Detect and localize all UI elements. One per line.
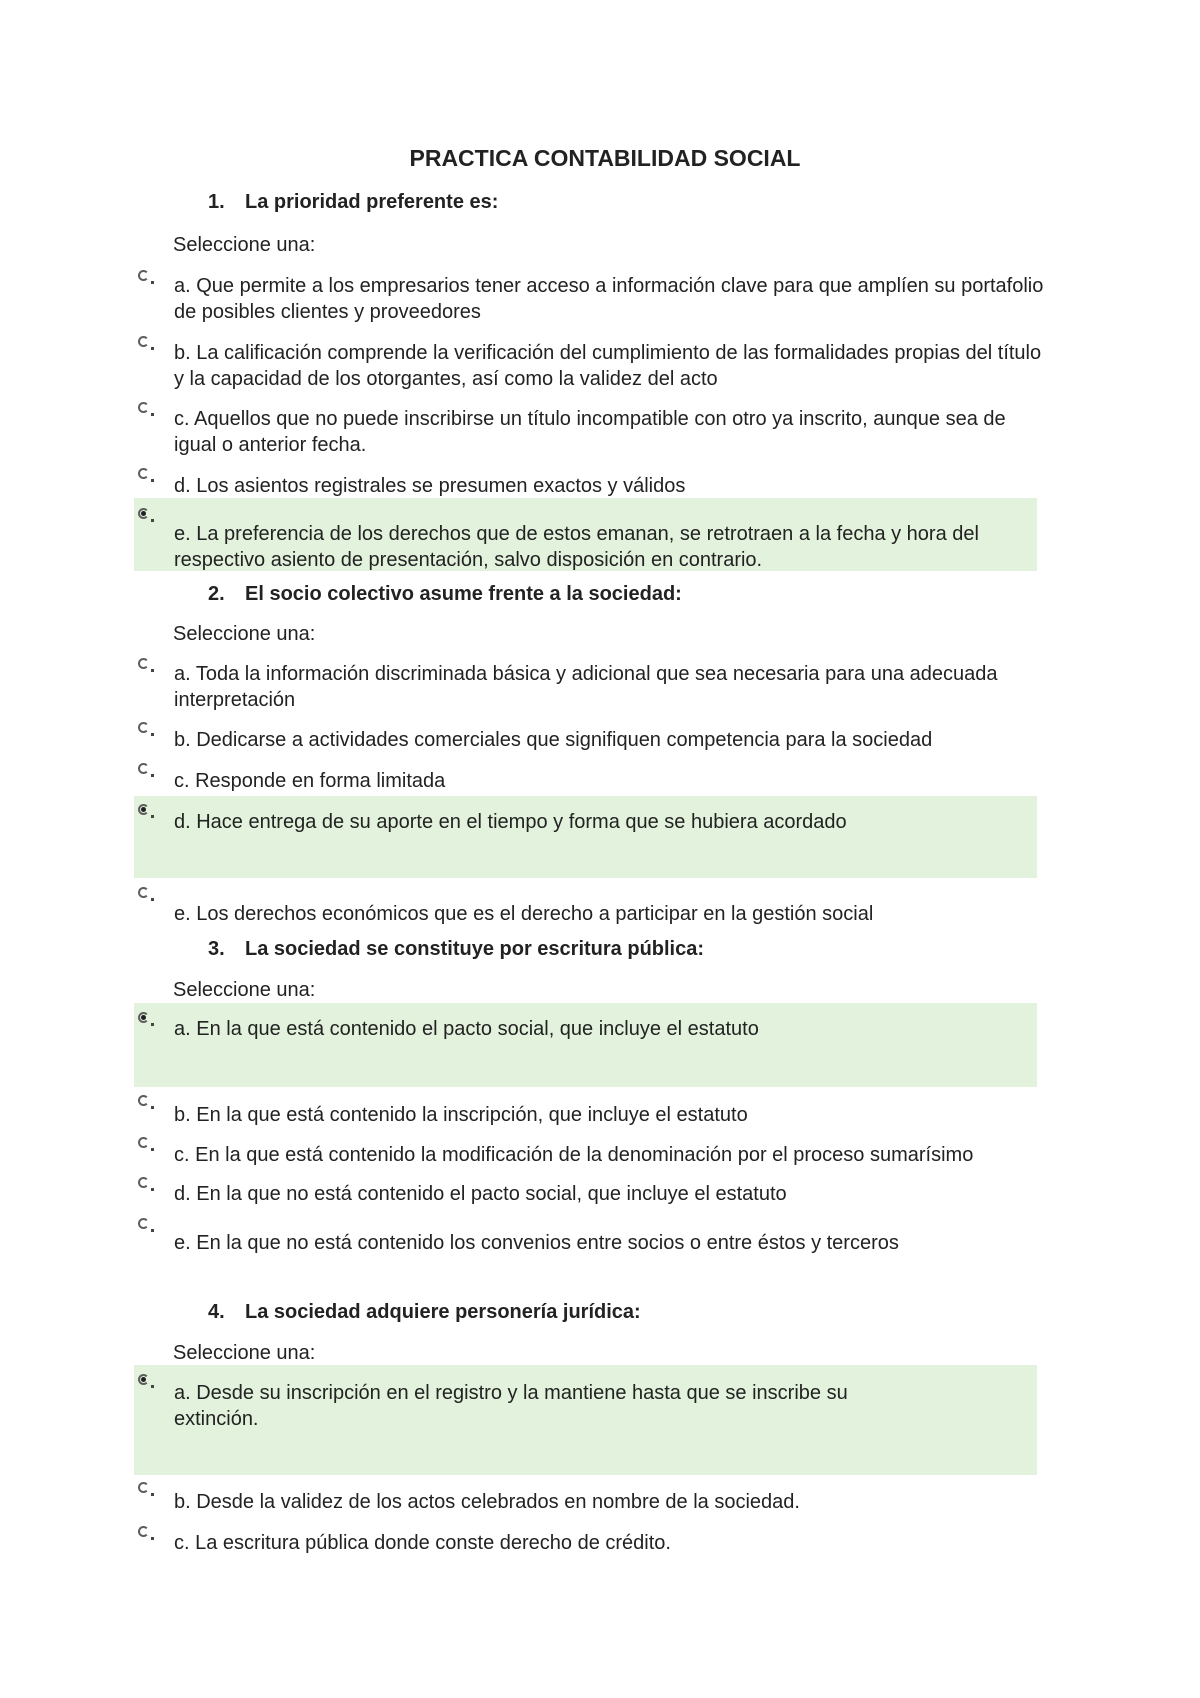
question-text: El socio colectivo asume frente a la sociedad: — [245, 583, 682, 605]
select-prompt: Seleccione una: — [173, 234, 316, 256]
option-label: e. En la que no está contenido los convenios entre socios o entre éstos y terceros — [174, 1232, 899, 1254]
select-prompt: Seleccione una: — [173, 623, 316, 645]
option-label: d. En la que no está contenido el pacto social, que incluye el estatuto — [174, 1183, 787, 1205]
option-label: b. Dedicarse a actividades comerciales que signifiquen competencia para la sociedad — [174, 729, 933, 751]
radio-button[interactable] — [138, 1482, 149, 1493]
option-label: b. La calificación comprende la verificación del cumplimiento de las formalidades propias del título y la capacidad de los otorgantes, así como la validez del acto — [174, 342, 1042, 390]
question-text: La prioridad preferente es: — [245, 191, 499, 213]
question-number: 3. — [208, 938, 225, 960]
option-label: c. En la que está contenido la modificación de la denominación por el proceso sumarísimo — [174, 1144, 974, 1166]
option-label: a. En la que está contenido el pacto social, que incluye el estatuto — [174, 1018, 759, 1040]
option-label: e. Los derechos económicos que es el derecho a participar en la gestión social — [174, 903, 874, 925]
option-label: a. Toda la información discriminada básica y adicional que sea necesaria para una adecuada interpretación — [174, 663, 998, 711]
option-label: d. Hace entrega de su aporte en el tiempo y forma que se hubiera acordado — [174, 811, 847, 833]
option-label: a. Desde su inscripción en el registro y la mantiene hasta que se inscribe su extinción. — [174, 1382, 848, 1430]
option-label: e. La preferencia de los derechos que de estos emanan, se retrotraen a la fecha y hora del respectivo asiento de presentación, salvo disposición en contrario. — [174, 523, 979, 571]
option-label: c. La escritura pública donde conste derecho de crédito. — [174, 1532, 671, 1554]
question-text: La sociedad se constituye por escritura pública: — [245, 938, 705, 960]
option-label: d. Los asientos registrales se presumen exactos y válidos — [174, 475, 686, 497]
option-label: b. Desde la validez de los actos celebrados en nombre de la sociedad. — [174, 1491, 800, 1513]
question-number: 1. — [208, 191, 225, 213]
option-label: a. Que permite a los empresarios tener acceso a información clave para que amplíen su portafolio de posibles clientes y proveedores — [174, 275, 1044, 323]
question-number: 4. — [208, 1301, 225, 1323]
question-text: La sociedad adquiere personería jurídica: — [245, 1301, 641, 1323]
question-title — [208, 1299, 641, 1325]
option-label: b. En la que está contenido la inscripción, que incluye el estatuto — [174, 1104, 748, 1126]
page-title: PRACTICA CONTABILIDAD SOCIAL — [409, 145, 801, 171]
radio-button-checked[interactable] — [138, 1374, 149, 1385]
option-label: c. Aquellos que no puede inscribirse un título incompatible con otro ya inscrito, aunque sea de igual o anterior fecha. — [174, 408, 1006, 456]
select-prompt: Seleccione una: — [173, 979, 316, 1001]
radio-button[interactable] — [138, 1526, 149, 1537]
question-number: 2. — [208, 583, 225, 605]
select-prompt: Seleccione una: — [173, 1342, 316, 1364]
option-label: c. Responde en forma limitada — [174, 770, 446, 792]
